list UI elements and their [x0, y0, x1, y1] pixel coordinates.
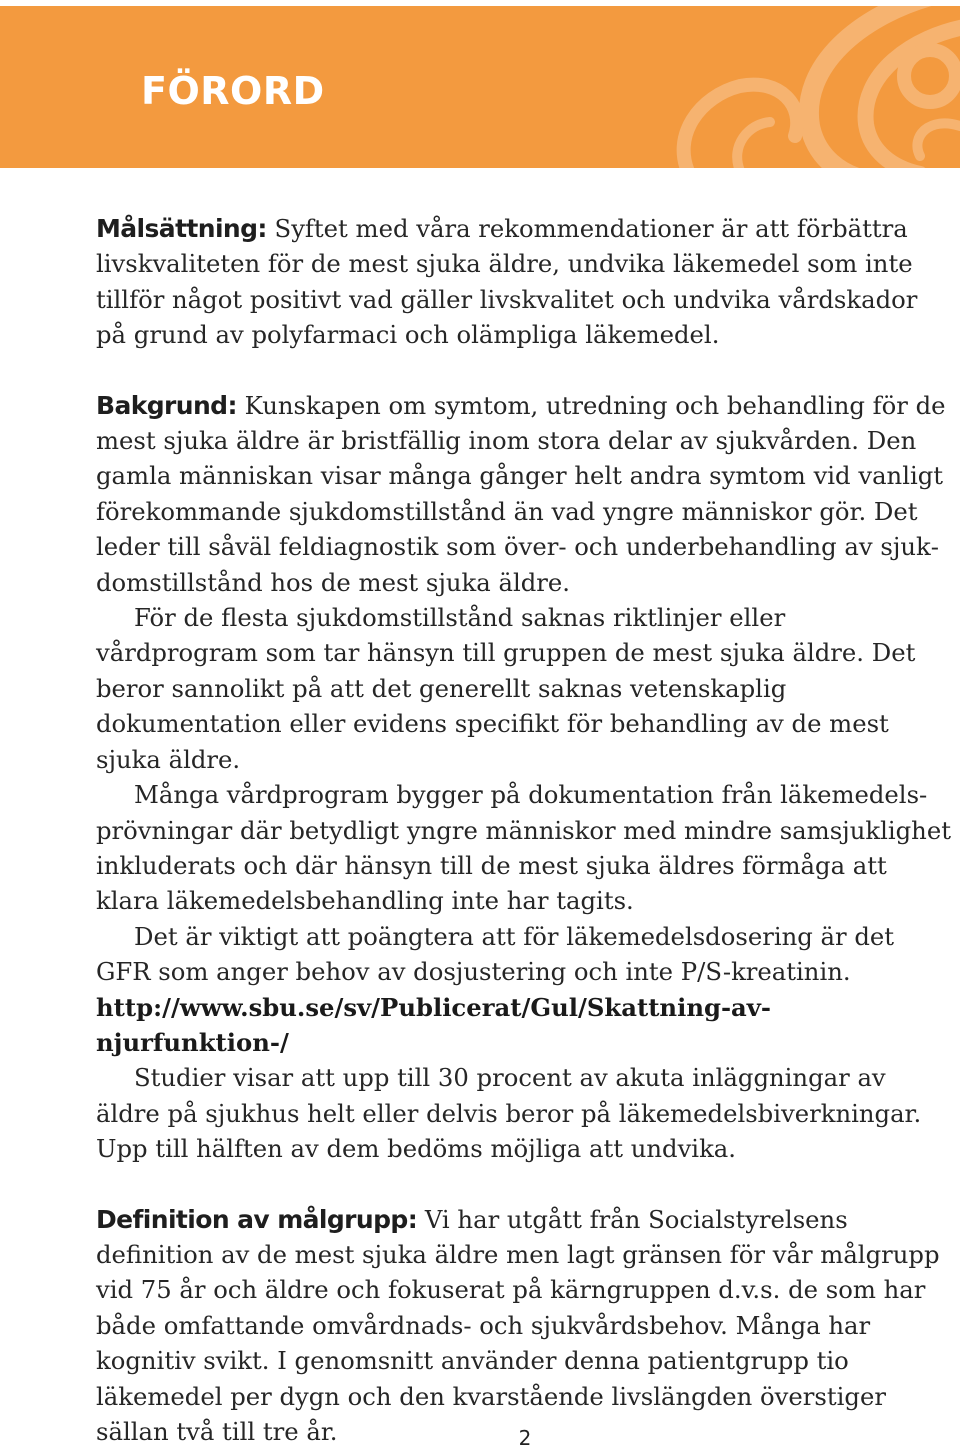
bakgrund-paragraph-4: Det är viktigt att poängtera att för läkemedelsdosering är det GFR som anger behov av dosjustering och inte P/S-kreatinin.: [96, 921, 895, 987]
bakgrund-paragraph-3: Många vårdprogram bygger på dokumentation från läkemedelsprövningar där betydligt yngre människor med mindre samsjuklighet inkluderats och där hänsyn till de mest sjuka äldres förmåga att klara läkemedelsbehandling inte har tagits.: [96, 780, 951, 916]
body-content: [96, 211, 954, 1449]
page-title: FÖRORD: [141, 69, 325, 113]
spacer: [96, 353, 954, 388]
spacer: [96, 1167, 954, 1202]
bakgrund-paragraph-5: Studier visar att upp till 30 procent av akuta inläggningar av äldre på sjukhus helt eller delvis beror på läkemedelsbiverkningar. Upp till hälften av dem bedöms möjliga att undvika.: [96, 1063, 922, 1164]
header-band: [0, 6, 960, 168]
bakgrund-paragraph-2: För de flesta sjukdomstillstånd saknas riktlinjer eller vårdprogram som tar hänsyn till gruppen de mest sjuka äldre. Det beror sannolikt på att det generellt saknas vetenskaplig dokumentation eller evidens specifikt för behandling av de mest sjuka äldre.: [96, 603, 916, 774]
definition-label: Definition av målgrupp:: [96, 1204, 418, 1234]
definition-text: Vi har utgått från Socialstyrelsens definition av de mest sjuka äldre men lagt gränsen för vår målgrupp vid 75 år och äldre och fokuserat på kärngruppen d.v.s. de som har både omfattande omvårdnads- och sjukvårdsbehov. Många har kognitiv svikt. I genomsnitt använder denna patientgrupp tio läkemedel per dygn och den kvarstående livslängden överstiger sällan två till tre år.: [96, 1204, 940, 1446]
malsattning-label: Målsättning:: [96, 214, 267, 243]
bakgrund-text: Kunskapen om symtom, utredning och behandling för de mest sjuka äldre är bristfällig inom stora delar av sjukvården. Den gamla människan visar många gånger helt andra symtom vid vanligt förekommande sjukdomstillstånd än vad yngre människor gör. Det leder till såväl feldiagnostik som över- och underbehandling av sjukdomstillstånd hos de mest sjuka äldre.: [96, 390, 946, 597]
malsattning-paragraph: [96, 211, 954, 353]
bakgrund-label: Bakgrund:: [96, 390, 237, 420]
definition-paragraph: [96, 1202, 954, 1450]
decorative-swirl-icon: [630, 6, 960, 168]
bakgrund-paragraph: [96, 388, 954, 600]
page-number: 2: [518, 1426, 532, 1450]
sbu-link[interactable]: http://www.sbu.se/sv/Publicerat/Gul/Skattning-av-njurfunktion-/: [96, 992, 771, 1057]
malsattning-text: Syftet med våra rekommendationer är att förbättra livskvaliteten för de mest sjuka äldre, undvika läkemedel som inte tillför något positivt vad gäller livskvalitet och undvika vårdskador på grund av polyfarmaci och olämpliga läkemedel.: [96, 214, 918, 350]
